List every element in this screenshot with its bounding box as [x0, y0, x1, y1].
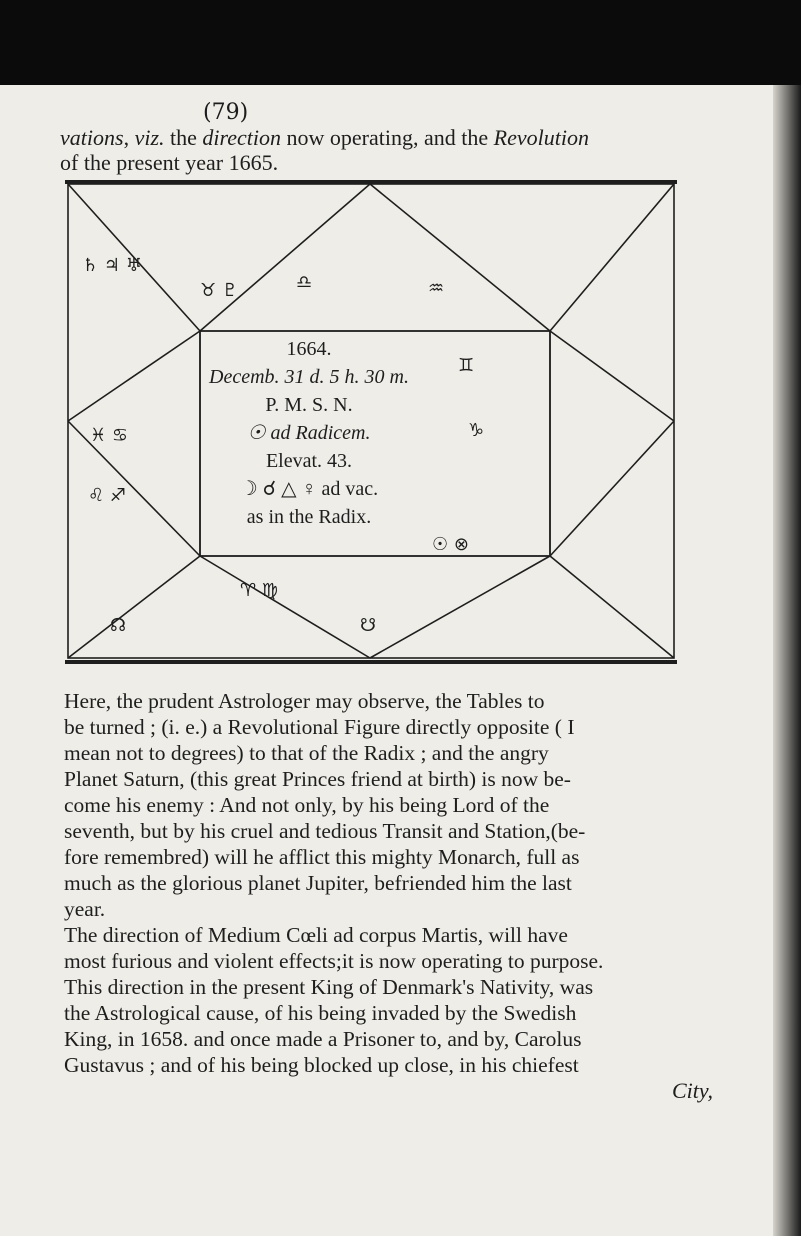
chart-center-text	[200, 335, 418, 531]
house-11-glyphs: ☉ ⊗	[432, 534, 469, 555]
house-9-glyphs: ☊	[110, 615, 126, 636]
house-6-glyphs: ♌ ♐	[88, 485, 126, 506]
word-vations: vations	[60, 125, 124, 150]
house-7-glyphs: ♊	[458, 355, 475, 376]
house-1-glyphs: ♄ ♃ ♅	[82, 255, 142, 276]
house-8-glyphs: ♑	[468, 420, 485, 441]
chart-date: Decemb. 31 d. 5 h. 30 m.	[209, 366, 409, 388]
header-line-2: of the present year 1665.	[60, 150, 279, 175]
chart-diagonal-bottom-right	[550, 556, 674, 658]
paragraph-2: The direction of Medium Cœli ad corpus Martis, will have most furious and violent effects;it is now operating to purpose. This direction in the present King of Denmark's Nativity, was the Astrological cause, of his being invaded by the Swedish King, in 1658. and once made a Prisoner to, and by, Carolus Gustavus ; and of his being blocked up close, in his chiefest	[64, 923, 604, 1077]
chart-year: 1664.	[286, 338, 332, 360]
page-number: (79)	[203, 100, 249, 125]
house-5-glyphs: ♓ ♋	[90, 425, 128, 446]
word-direction: direction	[202, 125, 282, 150]
word-revolution: Revolution	[493, 125, 589, 150]
chart-radix: ☉ ad Radicem.	[247, 422, 371, 444]
header-line-1: vations, viz. the direction now operating, and the Revolution	[60, 125, 589, 150]
house-12-glyphs: ☋	[360, 615, 376, 636]
chart-elevation: Elevat. 43.	[265, 450, 353, 472]
word-viz: viz.	[134, 125, 165, 150]
house-10-glyphs: ♈ ♍	[240, 580, 278, 601]
chart-diagonal-bottom-left	[68, 556, 200, 658]
paragraph-1: Here, the prudent Astrologer may observe, the Tables to be turned ; (i. e.) a Revolutional Figure directly opposite ( I mean not to degrees) to that of the Radix ; and the angry Planet Saturn, (this great Princes friend at birth) is now be- come his enemy : And not only, by his being Lord of the seventh, but by his cruel and tedious Transit and Station,(be- fore remembred) will he afflict this mighty Monarch, full as much as the glorious planet Jupiter, befriended him the last year.	[64, 689, 586, 921]
chart-aspect: ☽ ☌ △ ♀ ad vac.	[239, 478, 379, 500]
chart-time: P. M. S. N.	[265, 394, 353, 416]
chart-diagonal-top-right	[550, 184, 674, 331]
house-4-glyphs: ♒	[428, 278, 445, 299]
catchword: City,	[672, 1078, 713, 1103]
chart-note: as in the Radix.	[246, 506, 372, 528]
house-2-glyphs: ♉ ♇	[200, 280, 238, 301]
page-right-edge	[773, 85, 801, 1236]
house-3-glyphs: ♎	[296, 272, 313, 293]
